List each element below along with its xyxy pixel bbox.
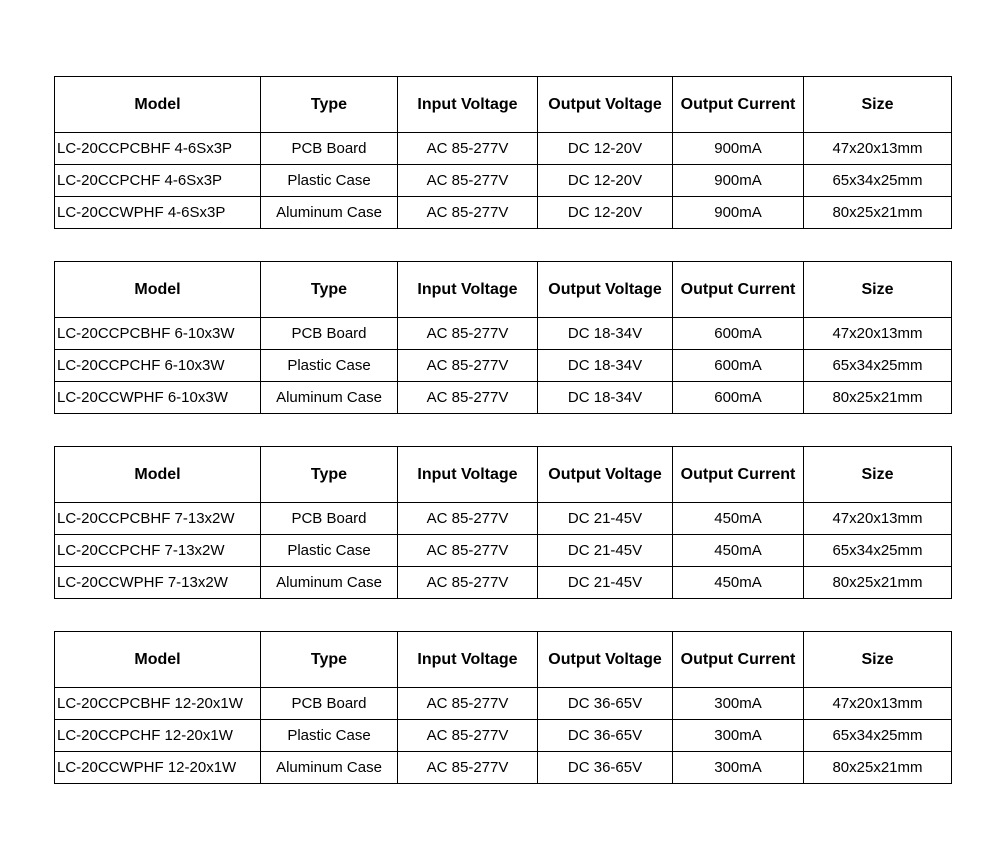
cell-type: Plastic Case [261, 165, 398, 197]
cell-input-voltage: AC 85-277V [398, 350, 538, 382]
cell-output-voltage: DC 36-65V [538, 688, 673, 720]
cell-output-current: 300mA [673, 720, 804, 752]
header-size: Size [804, 632, 952, 688]
cell-type: Plastic Case [261, 350, 398, 382]
cell-type: PCB Board [261, 503, 398, 535]
header-input-voltage: Input Voltage [398, 77, 538, 133]
cell-type: Aluminum Case [261, 382, 398, 414]
cell-input-voltage: AC 85-277V [398, 165, 538, 197]
table-row [55, 720, 952, 752]
header-row [55, 632, 952, 688]
cell-output-current: 450mA [673, 503, 804, 535]
header-output-voltage: Output Voltage [538, 77, 673, 133]
cell-output-voltage: DC 12-20V [538, 197, 673, 229]
cell-size: 80x25x21mm [804, 752, 952, 784]
header-type: Type [261, 262, 398, 318]
cell-input-voltage: AC 85-277V [398, 133, 538, 165]
cell-input-voltage: AC 85-277V [398, 318, 538, 350]
cell-input-voltage: AC 85-277V [398, 382, 538, 414]
table-row [55, 752, 952, 784]
cell-output-voltage: DC 12-20V [538, 133, 673, 165]
cell-size: 65x34x25mm [804, 350, 952, 382]
spec-table-3 [54, 446, 952, 599]
cell-type: PCB Board [261, 133, 398, 165]
cell-model: LC-20CCPCHF 4-6Sx3P [55, 165, 261, 197]
cell-size: 80x25x21mm [804, 197, 952, 229]
cell-output-current: 600mA [673, 318, 804, 350]
cell-output-voltage: DC 21-45V [538, 503, 673, 535]
cell-type: Aluminum Case [261, 197, 398, 229]
cell-output-voltage: DC 18-34V [538, 382, 673, 414]
cell-input-voltage: AC 85-277V [398, 567, 538, 599]
cell-model: LC-20CCPCBHF 7-13x2W [55, 503, 261, 535]
cell-output-current: 450mA [673, 535, 804, 567]
cell-model: LC-20CCPCHF 12-20x1W [55, 720, 261, 752]
table-row [55, 382, 952, 414]
cell-model: LC-20CCPCHF 6-10x3W [55, 350, 261, 382]
header-output-voltage: Output Voltage [538, 447, 673, 503]
header-size: Size [804, 77, 952, 133]
cell-size: 47x20x13mm [804, 133, 952, 165]
cell-output-voltage: DC 18-34V [538, 350, 673, 382]
cell-output-current: 600mA [673, 350, 804, 382]
cell-output-voltage: DC 36-65V [538, 752, 673, 784]
header-output-current: Output Current [673, 632, 804, 688]
header-output-current: Output Current [673, 262, 804, 318]
cell-model: LC-20CCWPHF 12-20x1W [55, 752, 261, 784]
cell-size: 47x20x13mm [804, 688, 952, 720]
cell-input-voltage: AC 85-277V [398, 197, 538, 229]
header-input-voltage: Input Voltage [398, 447, 538, 503]
cell-model: LC-20CCPCHF 7-13x2W [55, 535, 261, 567]
cell-model: LC-20CCPCBHF 12-20x1W [55, 688, 261, 720]
header-type: Type [261, 77, 398, 133]
table-row [55, 535, 952, 567]
header-type: Type [261, 447, 398, 503]
header-model: Model [55, 77, 261, 133]
header-model: Model [55, 262, 261, 318]
cell-size: 65x34x25mm [804, 165, 952, 197]
cell-model: LC-20CCWPHF 7-13x2W [55, 567, 261, 599]
cell-type: Plastic Case [261, 720, 398, 752]
cell-size: 80x25x21mm [804, 567, 952, 599]
cell-size: 47x20x13mm [804, 503, 952, 535]
cell-output-current: 900mA [673, 133, 804, 165]
spec-table-2 [54, 261, 952, 414]
spec-table-1 [54, 76, 952, 229]
cell-size: 65x34x25mm [804, 535, 952, 567]
table-row [55, 165, 952, 197]
header-model: Model [55, 447, 261, 503]
cell-output-current: 450mA [673, 567, 804, 599]
header-size: Size [804, 447, 952, 503]
cell-input-voltage: AC 85-277V [398, 752, 538, 784]
cell-output-current: 300mA [673, 688, 804, 720]
table-row [55, 133, 952, 165]
cell-type: PCB Board [261, 688, 398, 720]
cell-model: LC-20CCWPHF 6-10x3W [55, 382, 261, 414]
header-model: Model [55, 632, 261, 688]
cell-output-voltage: DC 12-20V [538, 165, 673, 197]
header-output-voltage: Output Voltage [538, 262, 673, 318]
header-input-voltage: Input Voltage [398, 262, 538, 318]
table-row [55, 567, 952, 599]
cell-input-voltage: AC 85-277V [398, 720, 538, 752]
header-type: Type [261, 632, 398, 688]
table-row [55, 318, 952, 350]
table-row [55, 688, 952, 720]
cell-input-voltage: AC 85-277V [398, 688, 538, 720]
header-row [55, 447, 952, 503]
cell-size: 47x20x13mm [804, 318, 952, 350]
cell-type: PCB Board [261, 318, 398, 350]
cell-input-voltage: AC 85-277V [398, 503, 538, 535]
cell-output-voltage: DC 21-45V [538, 535, 673, 567]
cell-output-current: 300mA [673, 752, 804, 784]
cell-output-voltage: DC 36-65V [538, 720, 673, 752]
cell-model: LC-20CCPCBHF 6-10x3W [55, 318, 261, 350]
table-row [55, 350, 952, 382]
cell-output-current: 900mA [673, 165, 804, 197]
cell-type: Aluminum Case [261, 752, 398, 784]
header-row [55, 262, 952, 318]
cell-output-current: 900mA [673, 197, 804, 229]
cell-output-voltage: DC 18-34V [538, 318, 673, 350]
header-size: Size [804, 262, 952, 318]
cell-type: Aluminum Case [261, 567, 398, 599]
table-row [55, 503, 952, 535]
header-output-current: Output Current [673, 77, 804, 133]
table-row [55, 197, 952, 229]
cell-model: LC-20CCWPHF 4-6Sx3P [55, 197, 261, 229]
cell-output-current: 600mA [673, 382, 804, 414]
cell-type: Plastic Case [261, 535, 398, 567]
header-input-voltage: Input Voltage [398, 632, 538, 688]
header-output-current: Output Current [673, 447, 804, 503]
cell-size: 65x34x25mm [804, 720, 952, 752]
header-row [55, 77, 952, 133]
cell-output-voltage: DC 21-45V [538, 567, 673, 599]
cell-input-voltage: AC 85-277V [398, 535, 538, 567]
header-output-voltage: Output Voltage [538, 632, 673, 688]
cell-size: 80x25x21mm [804, 382, 952, 414]
spec-table-4 [54, 631, 952, 784]
cell-model: LC-20CCPCBHF 4-6Sx3P [55, 133, 261, 165]
